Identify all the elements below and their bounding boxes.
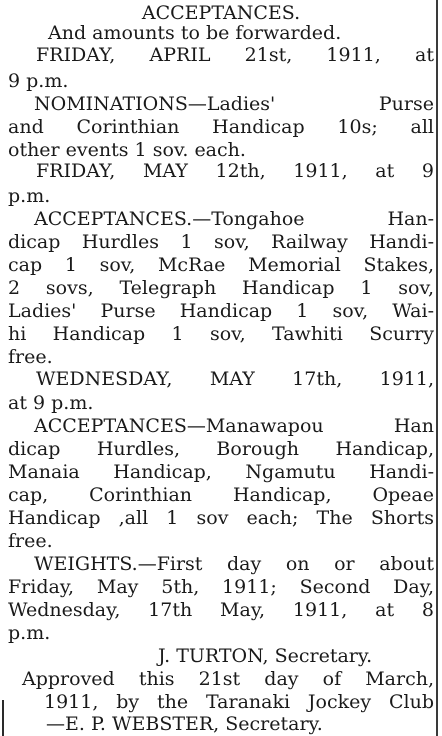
notice-column [8, 0, 434, 736]
date-line: WEDNESDAY, MAY 17th, 1911, [36, 368, 434, 390]
date-line: FRIDAY, APRIL 21st, 1911, at [36, 44, 434, 66]
text-line: Ladies' Purse Handicap 1 sov, Wai- [8, 300, 434, 322]
text-line: WEIGHTS.—First day on or about [34, 553, 434, 575]
text-line: and Corinthian Handicap 10s; all [8, 116, 434, 138]
text-line: 2 sovs, Telegraph Handicap 1 sov, [8, 277, 434, 299]
text-line: free. [8, 346, 53, 368]
text-line: other events 1 sov. each. [8, 139, 246, 161]
column-rule-right [436, 0, 438, 736]
heading-acceptances: ACCEPTANCES. [141, 2, 301, 24]
text-line: NOMINATIONS—Ladies' Purse [34, 93, 434, 115]
text-line: 1911, by the Taranaki Jockey Club [44, 691, 434, 713]
text-line: Friday, May 5th, 1911; Second Day, [8, 576, 434, 598]
text-line: Wednesday, 17th May, 1911, at 8 [8, 599, 434, 621]
text-line: dicap Hurdles, Borough Handicap, [8, 438, 434, 460]
text-line: p.m. [8, 185, 51, 207]
text-line: cap 1 sov, McRae Memorial Stakes, [8, 254, 434, 276]
signature-line: —E. P. WEBSTER, Secretary. [46, 713, 323, 735]
text-line: 9 p.m. [8, 70, 69, 92]
text-line: hi Handicap 1 sov, Tawhiti Scurry [8, 323, 434, 345]
text-line: Handicap ,all 1 sov each; The Shorts [8, 507, 434, 529]
text-line: ACCEPTANCES—Manawapou Han [34, 415, 434, 437]
text-line: at 9 p.m. [8, 392, 94, 414]
text-line: And amounts to be forwarded. [48, 22, 342, 44]
text-line: Approved this 21st day of March, [22, 668, 434, 690]
text-line: ACCEPTANCES.—Tongahoe Han- [34, 208, 434, 230]
text-line: Manaia Handicap, Ngamutu Handi- [8, 461, 434, 483]
signature-line: J. TURTON, Secretary. [158, 645, 373, 667]
text-line: free. [8, 530, 53, 552]
text-line: cap, Corinthian Handicap, Opeae [8, 484, 434, 506]
date-line: FRIDAY, MAY 12th, 1911, at 9 [36, 160, 434, 182]
text-line: dicap Hurdles 1 sov, Railway Handi- [8, 231, 434, 253]
text-line: p.m. [8, 622, 51, 644]
column-rule-left [2, 700, 4, 736]
